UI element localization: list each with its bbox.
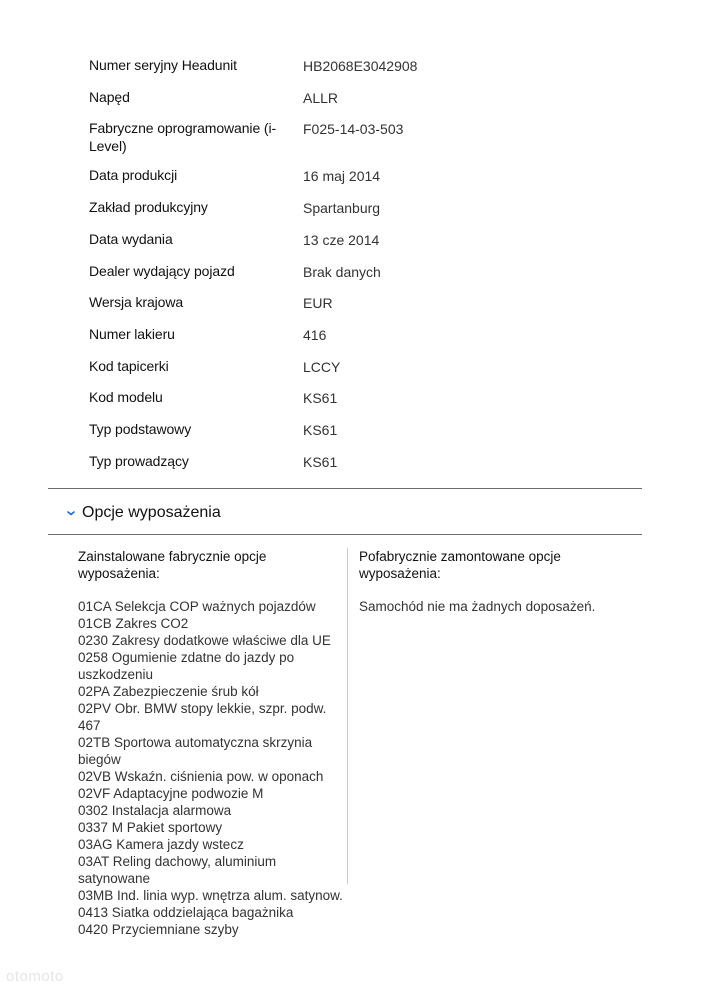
spec-value: 16 maj 2014 — [303, 168, 381, 184]
spec-label: Kod tapicerki — [89, 358, 169, 374]
list-item: 0337 M Pakiet sportowy — [78, 820, 223, 835]
spec-value: EUR — [303, 295, 333, 311]
spec-label: Typ podstawowy — [89, 421, 192, 437]
spec-value: Brak danych — [303, 264, 381, 280]
spec-value: HB2068E3042908 — [303, 58, 418, 74]
list-item: 03MB Ind. linia wyp. wnętrza alum. satynow. — [78, 888, 343, 903]
list-item: 01CB Zakres CO2 — [78, 616, 189, 631]
list-item: 02VF Adaptacyjne podwozie M — [78, 786, 264, 801]
spec-value: LCCY — [303, 359, 341, 375]
list-item: 0420 Przyciemniane szyby — [78, 922, 239, 937]
section-divider-top — [48, 488, 642, 489]
list-item: 02TB Sportowa automatyczna skrzynia biegów — [78, 735, 313, 767]
spec-value: 416 — [303, 327, 327, 343]
spec-label: Wersja krajowa — [89, 294, 184, 310]
spec-label: Data produkcji — [89, 167, 178, 183]
column-separator — [347, 548, 348, 884]
list-item: 0230 Zakresy dodatkowe właściwe dla UE — [78, 633, 331, 648]
spec-value: KS61 — [303, 454, 338, 470]
retrofit-options-heading: Pofabrycznie zamontowane opcje wyposażenia: — [359, 549, 561, 581]
spec-label: Data wydania — [89, 231, 173, 247]
list-item: 03AT Reling dachowy, aluminium satynowane — [78, 854, 277, 886]
spec-label: Typ prowadzący — [89, 453, 189, 469]
list-item: 02VB Wskaźn. ciśnienia pow. w oponach — [78, 769, 324, 784]
list-item: 01CA Selekcja COP ważnych pojazdów — [78, 599, 316, 614]
list-item: 0258 Ogumienie zdatne do jazdy po uszkodzeniu — [78, 650, 295, 682]
section-divider-bottom — [48, 534, 642, 535]
spec-value: KS61 — [303, 422, 338, 438]
factory-options-heading: Zainstalowane fabrycznie opcje wyposażenia: — [78, 549, 267, 581]
spec-label: Numer lakieru — [89, 326, 175, 342]
chevron-down-icon — [66, 508, 76, 518]
spec-label: Zakład produkcyjny — [89, 199, 208, 215]
spec-label: Kod modelu — [89, 389, 163, 405]
retrofit-options-column — [359, 548, 619, 615]
retrofit-options-note: Samochód nie ma żadnych doposażeń. — [359, 599, 596, 614]
equipment-options — [78, 548, 638, 937]
spec-value: F025-14-03-503 — [303, 121, 404, 137]
equipment-section-toggle[interactable] — [66, 502, 221, 524]
spec-value: KS61 — [303, 390, 338, 406]
watermark-logo: otomoto — [6, 968, 64, 985]
list-item: 02PV Obr. BMW stopy lekkie, szpr. podw. 467 — [78, 701, 327, 733]
list-item: 02PA Zabezpieczenie śrub kół — [78, 684, 259, 699]
list-item: 0413 Siatka oddzielająca bagażnika — [78, 905, 294, 920]
spec-label: Dealer wydający pojazd — [89, 263, 235, 279]
spec-label: Napęd — [89, 89, 130, 105]
spec-label: Fabryczne oprogramowanie (i-Level) — [89, 120, 277, 154]
factory-options-column — [78, 548, 346, 938]
spec-label: Numer seryjny Headunit — [89, 57, 237, 73]
spec-value: ALLR — [303, 90, 339, 106]
equipment-section-title: Opcje wyposażenia — [82, 504, 221, 521]
spec-value: Spartanburg — [303, 200, 381, 216]
spec-value: 13 cze 2014 — [303, 232, 380, 248]
list-item: 03AG Kamera jazdy wstecz — [78, 837, 244, 852]
factory-options-list — [78, 598, 346, 938]
list-item: 0302 Instalacja alarmowa — [78, 803, 232, 818]
